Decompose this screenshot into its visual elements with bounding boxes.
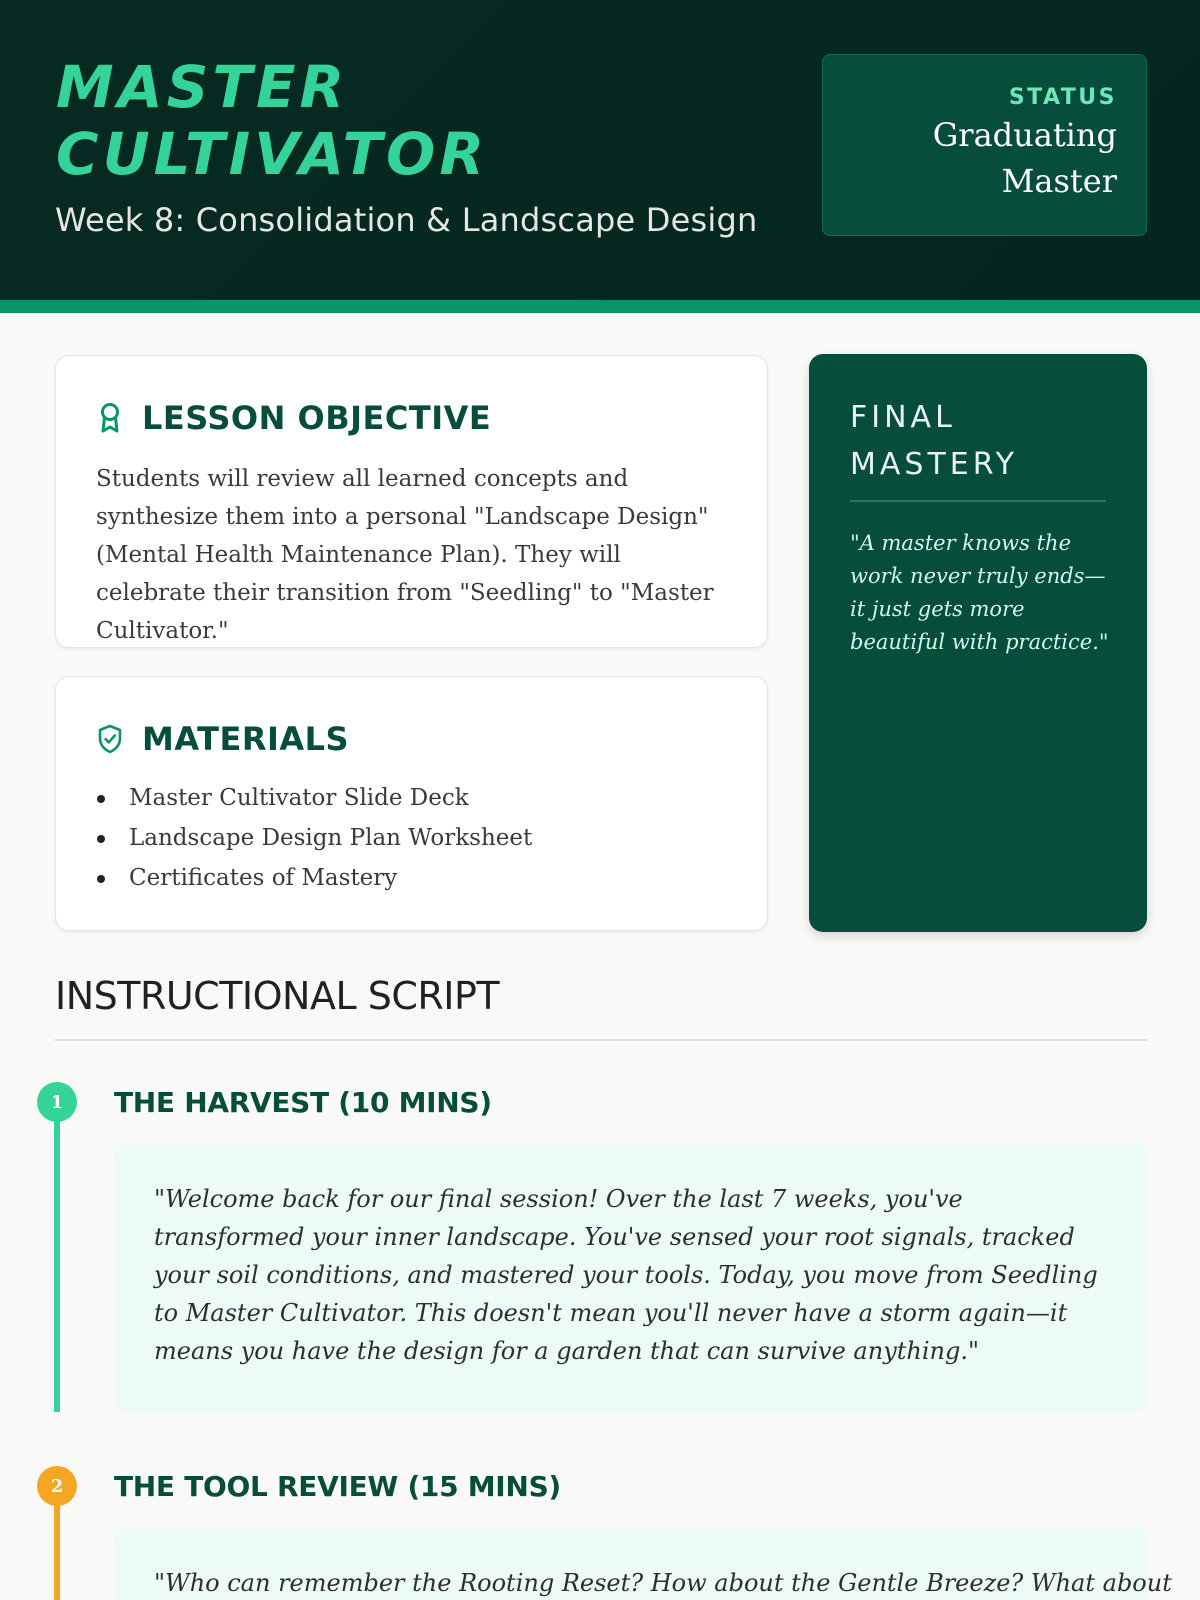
list-item: Certificates of Mastery xyxy=(96,858,532,898)
step-2-title: THE TOOL REVIEW (15 MINS) xyxy=(114,1470,561,1503)
page-header xyxy=(0,0,1200,300)
lesson-objective-title: LESSON OBJECTIVE xyxy=(142,399,492,437)
step-1-timeline-line xyxy=(54,1100,60,1412)
final-mastery-panel xyxy=(809,354,1147,932)
status-card xyxy=(822,54,1147,236)
title-line-1: MASTER xyxy=(56,53,349,121)
list-item: Landscape Design Plan Worksheet xyxy=(96,818,532,858)
step-2-number-badge: 2 xyxy=(37,1466,77,1506)
step-2-script-box xyxy=(114,1528,1172,1600)
status-value xyxy=(843,112,1117,204)
status-value-line-1: Graduating xyxy=(932,116,1117,154)
step-2-script-text: "Who can remember the Rooting Reset? How about the Gentle Breeze? What about xyxy=(154,1569,1172,1597)
step-1-title: THE HARVEST (10 MINS) xyxy=(114,1086,492,1119)
mastery-quote: "A master knows the work never truly ends—it just gets more beautiful with practice." xyxy=(850,531,1109,654)
mastery-title-line-1: FINAL xyxy=(850,400,956,435)
lesson-objective-card xyxy=(55,355,768,648)
shield-check-icon xyxy=(96,721,124,757)
step-1-script-box xyxy=(114,1144,1147,1412)
page-title xyxy=(56,54,756,188)
status-label: STATUS xyxy=(1008,85,1117,110)
divider xyxy=(55,1039,1147,1041)
list-item: Master Cultivator Slide Deck xyxy=(96,778,532,818)
award-ribbon-icon xyxy=(96,400,124,436)
final-mastery-title xyxy=(850,394,1120,488)
divider xyxy=(850,500,1106,502)
header-accent-bar xyxy=(0,300,1200,313)
page-subtitle: Week 8: Consolidation & Landscape Design xyxy=(55,201,758,239)
materials-title: MATERIALS xyxy=(142,720,350,758)
step-1-number-badge: 1 xyxy=(37,1082,77,1122)
step-1-script-text: "Welcome back for our final session! Over the last 7 weeks, you've transformed your inner landscape. You've sensed your root signals, tracked your soil conditions, and mastered your tools. Today, you move from Seedling to Master Cultivator. This doesn't mean you'll never have a storm again—it means you have the design for a garden that can survive anything." xyxy=(154,1185,1098,1365)
mastery-title-line-2: MASTERY xyxy=(850,447,1018,482)
materials-card xyxy=(55,676,768,931)
lesson-objective-header xyxy=(96,399,491,437)
title-line-2: CULTIVATOR xyxy=(56,120,488,188)
materials-header xyxy=(96,720,349,758)
materials-list xyxy=(96,778,532,898)
status-value-line-2: Master xyxy=(1001,162,1117,200)
instructional-script-heading: INSTRUCTIONAL SCRIPT xyxy=(55,974,500,1018)
lesson-objective-text: Students will review all learned concepts and synthesize them into a personal "Landscape Design" (Mental Health Maintenance Plan). They will celebrate their transition from "Seedling" to "Master Cultivator." xyxy=(96,466,714,644)
